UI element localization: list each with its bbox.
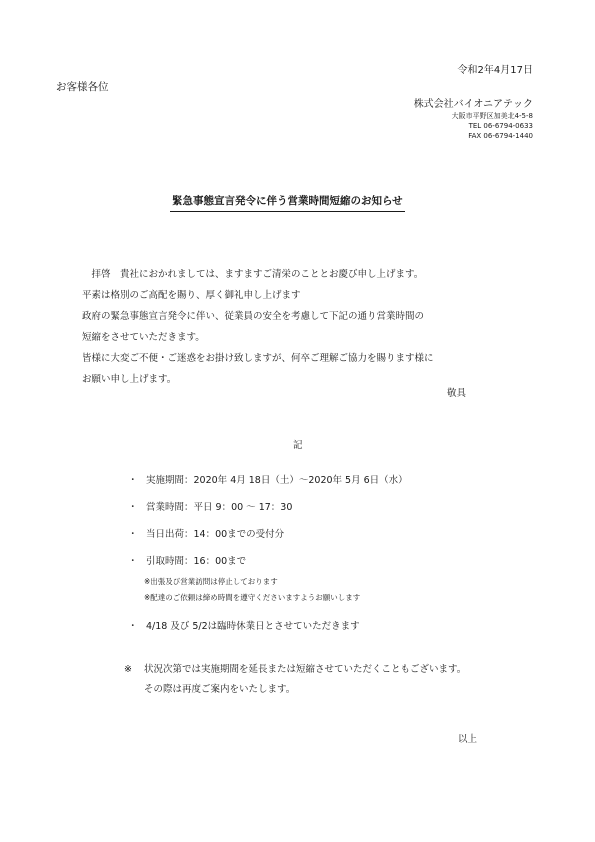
bullet-glyph: ・ (128, 621, 138, 632)
bullet-glyph: ・ (128, 475, 138, 486)
remark-line: その際は再度ご案内をいたします。 (144, 684, 296, 695)
bullet-glyph: ・ (128, 529, 138, 540)
note-line: ※出張及び営業訪問は停止しております (144, 577, 278, 586)
sender-block (414, 98, 533, 141)
remark-line: 状況次第では実施期間を延長または短縮させていただくこともございます。 (144, 664, 467, 675)
body-line: 皆様に大変ご不便・ご迷惑をお掛け致しますが、何卒ご理解ご協力を賜ります様に (82, 353, 434, 364)
list-item-hours (128, 499, 408, 526)
company-name: 株式会社バイオニアテック (413, 99, 533, 110)
company-tel: TEL 06-6794-0633 (468, 122, 533, 130)
remark-block (124, 660, 466, 700)
list-item-period (128, 472, 408, 499)
letter-date: 令和2年4月17日 (457, 65, 533, 76)
ki-heading: 記 (293, 440, 303, 451)
body-line: 短縮をさせていただきます。 (82, 332, 205, 343)
bullet-glyph: ・ (128, 556, 138, 567)
closing-keigu: 敬具 (447, 388, 467, 399)
list-item-shipping (128, 526, 408, 553)
item-text: 当日出荷：14：00までの受付分 (146, 529, 285, 540)
body-line: 政府の緊急事態宣言発令に伴い、従業員の安全を考慮して下記の通り営業時間の (82, 311, 425, 322)
remark-mark: ※ (124, 664, 132, 675)
body-line: 拝啓 貴社におかれましては、ますますご清栄のこととお慶び申し上げます。 (82, 269, 424, 280)
bullet-glyph: ・ (128, 502, 138, 513)
note-line: ※配達のご依頼は締め時間を遵守くださいますようお願いします (144, 593, 361, 602)
list-item-holiday (128, 618, 408, 645)
body-line: 平素は格別のご高配を賜り、厚く御礼申し上げます (82, 290, 301, 301)
item-text: 4/18 及び 5/2は臨時休業日とさせていただきます (146, 621, 360, 632)
company-fax: FAX 06-6794-1440 (468, 132, 533, 140)
item-text: 引取時間：16：00まで (146, 556, 247, 567)
body-line: お願い申し上げます。 (82, 374, 177, 385)
details-list (128, 472, 408, 645)
company-address: 大阪市平野区加美北4-5-8 (451, 112, 533, 120)
closing-ijou: 以上 (458, 734, 478, 745)
letter-body (82, 264, 434, 390)
list-item-pickup (128, 553, 408, 574)
item-text: 実施期間：2020年 4月 18日（土）～2020年 5月 6日（水） (146, 475, 408, 486)
item-text: 営業時間：平日 9：00 ～ 17：30 (146, 502, 293, 513)
notice-title: 緊急事態宣言発令に伴う営業時間短縮のお知らせ (170, 193, 405, 212)
addressee: お客様各位 (56, 81, 109, 93)
